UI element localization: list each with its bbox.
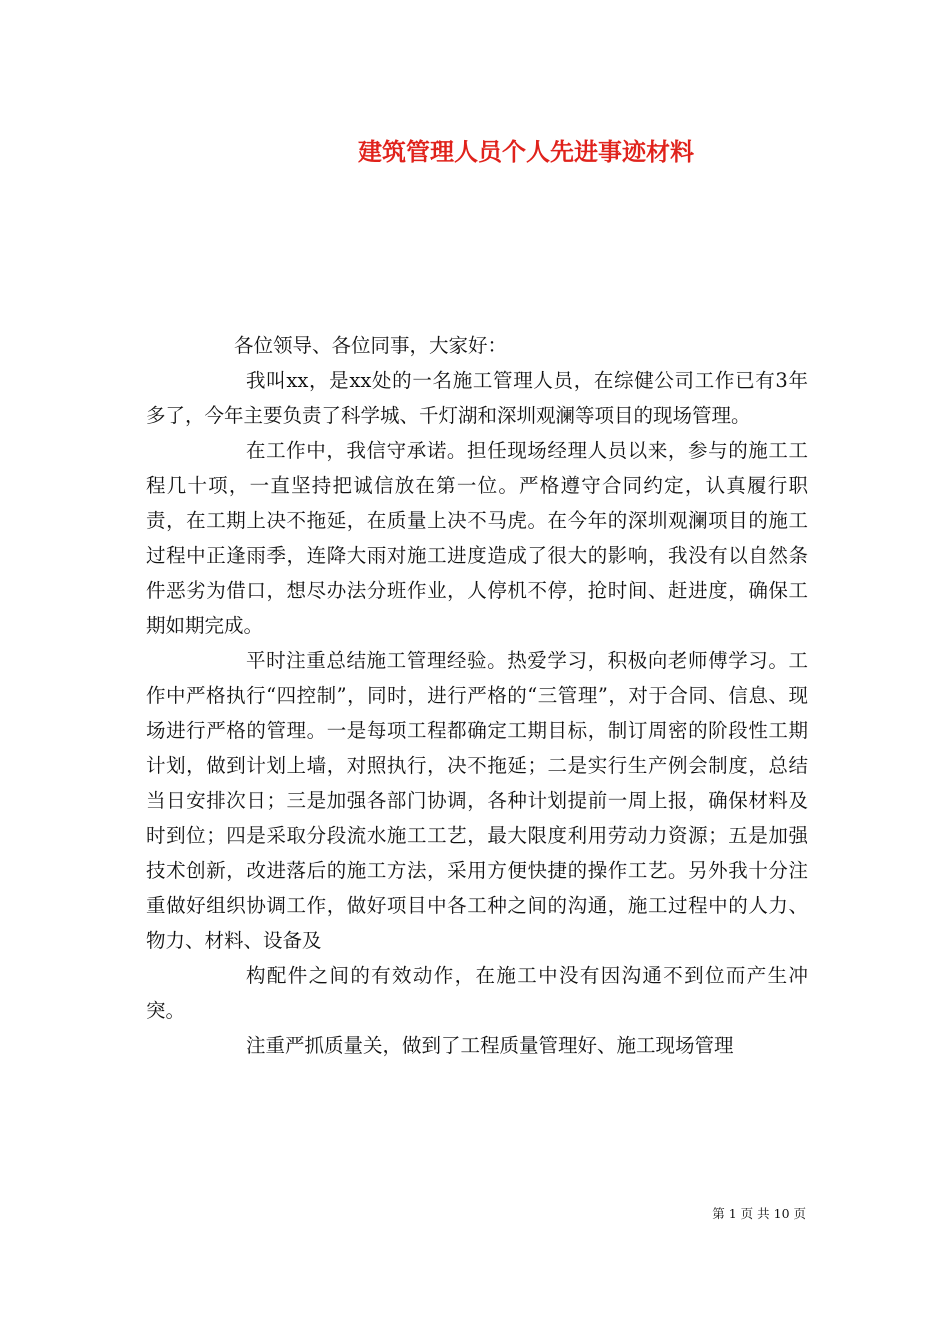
paragraph-quality: 注重严抓质量关，做到了工程质量管理好、施工现场管理 <box>246 1034 734 1057</box>
paragraph-intro: 我叫xx，是xx处的一名施工管理人员，在综健公司工作已有3年多了，今年主要负责了科学城、千灯湖和深圳观澜等项目的现场管理。 <box>146 369 808 427</box>
document-title: 建筑管理人员个人先进事迹材料 <box>358 137 694 166</box>
paragraph-experience: 平时注重总结施工管理经验。热爱学习，积极向老师傅学习。工作中严格执行“四控制”，同时，进行严格的“三管理”，对于合同、信息、现场进行严格的管理。一是每项工程都确定工期目标，制订周密的阶段性工期计划，做到计划上墙，对照执行，决不拖延；二是实行生产例会制度，总结当日安排次日；三是加强各部门协调，各种计划提前一周上报，确保材料及时到位；四是采取分段流水施工工艺，最大限度利用劳动力资源；五是加强技术创新，改进落后的施工方法，采用方便快捷的操作工艺。另外我十分注重做好组织协调工作，做好项目中各工种之间的沟通，施工过程中的人力、物力、材料、设备及 <box>146 649 808 952</box>
paragraph-promise: 在工作中，我信守承诺。担任现场经理人员以来，参与的施工工程几十项，一直坚持把诚信放在第一位。严格遵守合同约定，认真履行职责，在工期上决不拖延，在质量上决不马虎。在今年的深圳观澜项目的施工过程中正逢雨季，连降大雨对施工进度造成了很大的影响，我没有以自然条件恶劣为借口，想尽办法分班作业，人停机不停，抢时间、赶进度，确保工期如期完成。 <box>146 439 808 637</box>
document-body <box>146 328 808 1063</box>
page-number-footer: 第 1 页 共 10 页 <box>712 1206 806 1221</box>
paragraph-coordination: 构配件之间的有效动作，在施工中没有因沟通不到位而产生冲突。 <box>146 964 808 1022</box>
greeting-line: 各位领导、各位同事，大家好： <box>234 334 508 357</box>
